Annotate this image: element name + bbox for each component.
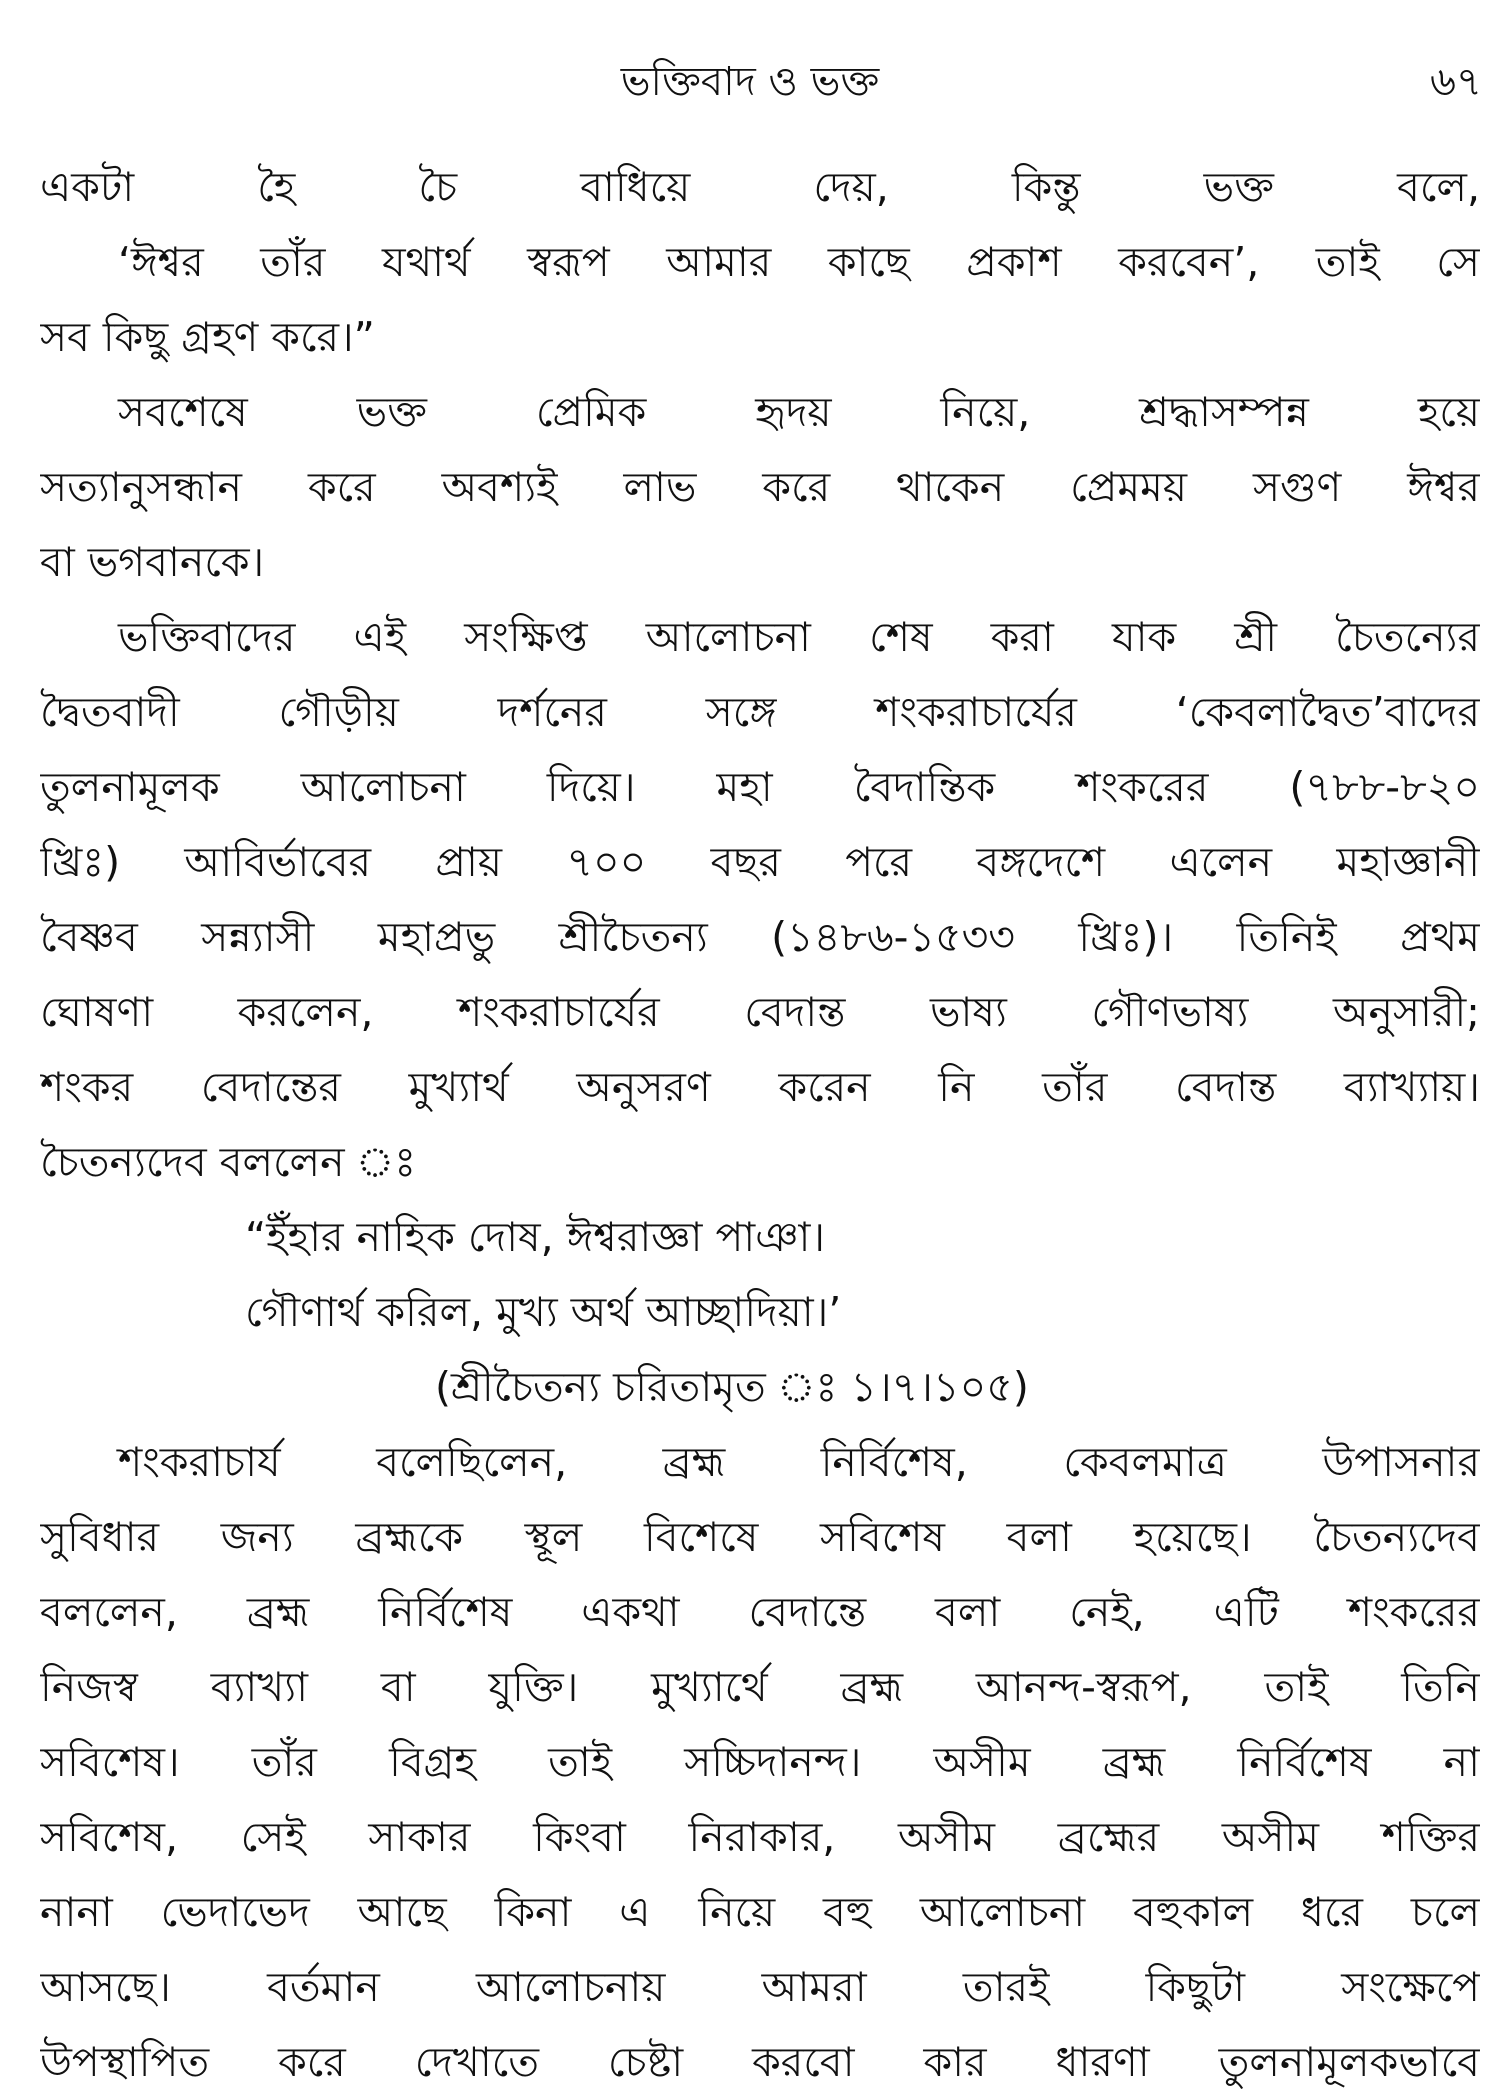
- verse-line: “ইঁহার নাহিক দোষ, ঈশ্বরাজ্ঞা পাঞা।: [245, 1213, 826, 1261]
- text-line: খ্রিঃ) আবির্ভাবের প্রায় ৭০০ বছর পরে বঙ্গদেশে এলেন মহাজ্ঞানী: [40, 838, 1480, 886]
- text-line: সবিশেষ, সেই সাকার কিংবা নিরাকার, অসীম ব্রহ্মের অসীম শক্তির: [40, 1813, 1480, 1861]
- text-line: বললেন, ব্রহ্ম নির্বিশেষ একথা বেদান্তে বলা নেই, এটি শংকরের: [40, 1588, 1480, 1636]
- text-line: নানা ভেদাভেদ আছে কিনা এ নিয়ে বহু আলোচনা বহুকাল ধরে চলে: [40, 1888, 1480, 1936]
- body-text: [40, 150, 1480, 2086]
- text-line: আসছে। বর্তমান আলোচনায় আমরা তারই কিছুটা সংক্ষেপে: [40, 1963, 1480, 2011]
- text-line: ঘোষণা করলেন, শংকরাচার্যের বেদান্ত ভাষ্য গৌণভাষ্য অনুসারী;: [40, 988, 1480, 1036]
- text-line: একটা হৈ চৈ বাধিয়ে দেয়, কিন্তু ভক্ত বলে,: [40, 163, 1480, 211]
- running-head: [0, 52, 1500, 112]
- verse-citation: (শ্রীচৈতন্য চরিতামৃত ঃ ১।৭।১০৫): [435, 1363, 1029, 1411]
- verse-line: গৌণার্থ করিল, মুখ্য অর্থ আচ্ছাদিয়া।’: [245, 1288, 842, 1336]
- text-line: উপস্থাপিত করে দেখাতে চেষ্টা করবো কার ধারণা তুলনামূলকভাবে: [40, 2038, 1480, 2086]
- text-line: সব কিছু গ্রহণ করে।”: [40, 313, 375, 361]
- text-line: চৈতন্যদেব বললেন ঃ: [40, 1138, 417, 1186]
- text-line: শংকরাচার্য বলেছিলেন, ব্রহ্ম নির্বিশেষ, কেবলমাত্র উপাসনার: [118, 1438, 1480, 1486]
- text-line: বৈষ্ণব সন্ন্যাসী মহাপ্রভু শ্রীচৈতন্য (১৪৮৬-১৫৩৩ খ্রিঃ)। তিনিই প্রথম: [40, 913, 1480, 961]
- text-line: শংকর বেদান্তের মুখ্যার্থ অনুসরণ করেন নি তাঁর বেদান্ত ব্যাখ্যায়।: [40, 1063, 1480, 1111]
- page-number: ৬৭: [1429, 59, 1482, 105]
- text-line: নিজস্ব ব্যাখ্যা বা যুক্তি। মুখ্যার্থে ব্রহ্ম আনন্দ-স্বরূপ, তাই তিনি: [40, 1663, 1480, 1711]
- text-line: দ্বৈতবাদী গৌড়ীয় দর্শনের সঙ্গে শংকরাচার্যের ‘কেবলাদ্বৈত’বাদের: [40, 688, 1480, 736]
- text-line: ‘ঈশ্বর তাঁর যথার্থ স্বরূপ আমার কাছে প্রকাশ করবেন’, তাই সে: [118, 238, 1480, 286]
- text-line: সবিশেষ। তাঁর বিগ্রহ তাই সচ্চিদানন্দ। অসীম ব্রহ্ম নির্বিশেষ না: [40, 1738, 1480, 1786]
- text-line: বা ভগবানকে।: [40, 538, 265, 586]
- running-title: ভক্তিবাদ ও ভক্ত: [620, 59, 880, 105]
- text-line: সুবিধার জন্য ব্রহ্মকে স্থূল বিশেষে সবিশেষ বলা হয়েছে। চৈতন্যদেব: [40, 1513, 1480, 1561]
- text-line: সবশেষে ভক্ত প্রেমিক হৃদয় নিয়ে, শ্রদ্ধাসম্পন্ন হয়ে: [118, 388, 1480, 436]
- text-line: সত্যানুসন্ধান করে অবশ্যই লাভ করে থাকেন প্রেমময় সগুণ ঈশ্বর: [40, 463, 1480, 511]
- text-line: ভক্তিবাদের এই সংক্ষিপ্ত আলোচনা শেষ করা যাক শ্রী চৈতন্যের: [118, 613, 1480, 661]
- text-line: তুলনামূলক আলোচনা দিয়ে। মহা বৈদান্তিক শংকরের (৭৮৮-৮২০: [40, 763, 1480, 811]
